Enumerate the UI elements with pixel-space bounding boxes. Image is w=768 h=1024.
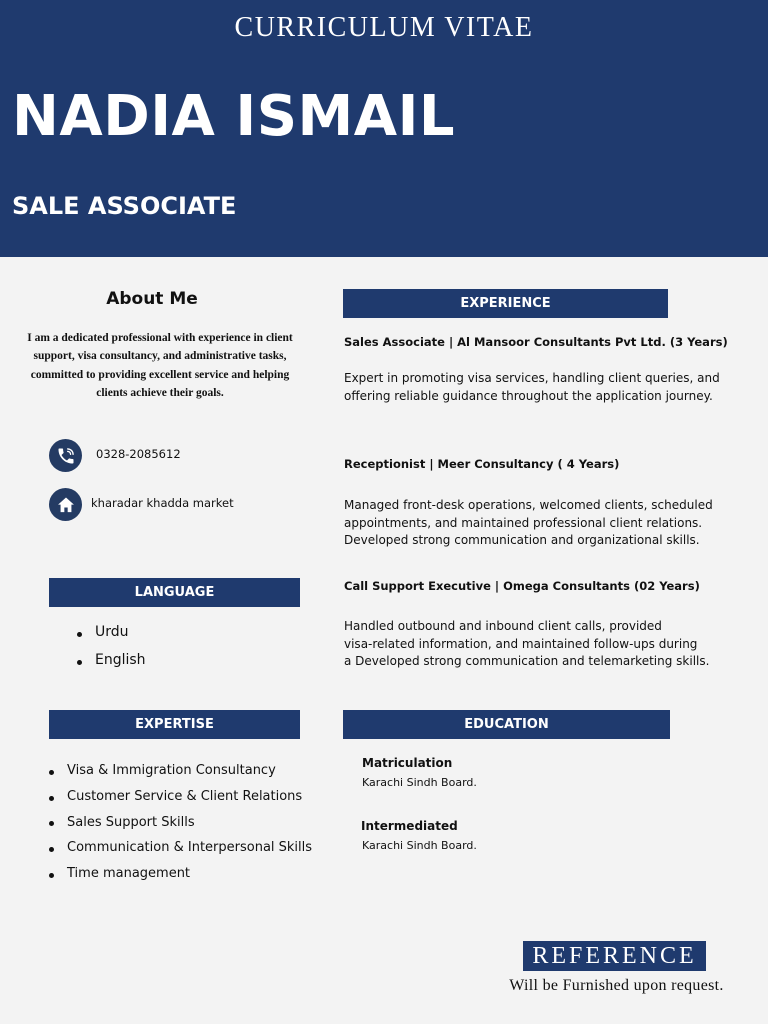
about-text: I am a dedicated professional with experience in client support, visa consultancy, and administrative tasks, committed to providing excellent service and helping clients achieve their goals. (27, 332, 293, 399)
candidate-role: SALE ASSOCIATE (12, 192, 237, 220)
education-board: Karachi Sindh Board. (362, 839, 477, 852)
language-list (75, 620, 146, 676)
list-item: Urdu (75, 620, 146, 648)
header-banner (0, 0, 768, 257)
expertise-heading: EXPERTISE (49, 710, 300, 739)
phone-icon (49, 439, 82, 472)
job-title: Call Support Executive | Omega Consultants (02 Years) (344, 579, 700, 593)
list-item: Customer Service & Client Relations (47, 785, 312, 811)
home-icon (49, 488, 82, 521)
list-item: Time management (47, 862, 312, 888)
phone-number: 0328-2085612 (96, 447, 181, 461)
language-heading: LANGUAGE (49, 578, 300, 607)
list-item: English (75, 648, 146, 676)
expertise-list (47, 759, 312, 888)
list-item: Sales Support Skills (47, 811, 312, 837)
education-title: Matriculation (362, 756, 453, 770)
document-title: CURRICULUM VITAE (234, 12, 534, 43)
job-description: Handled outbound and inbound client calls, provided visa-related information, and maintained follow-ups during a Developed strong communication and telemarketing skills. (344, 619, 710, 669)
list-item: Communication & Interpersonal Skills (47, 836, 312, 862)
job-title: Receptionist | Meer Consultancy ( 4 Years) (344, 457, 620, 471)
about-heading: About Me (106, 289, 198, 309)
education-title: Intermediated (361, 819, 458, 833)
job-title: Sales Associate | Al Mansoor Consultants Pvt Ltd. (3 Years) (344, 335, 728, 349)
reference-heading: REFERENCE (523, 941, 706, 971)
experience-heading: EXPERIENCE (343, 289, 668, 318)
education-board: Karachi Sindh Board. (362, 776, 477, 789)
job-description: Expert in promoting visa services, handling client queries, and offering reliable guidance throughout the application journey. (344, 371, 720, 403)
job-description: Managed front-desk operations, welcomed clients, scheduled appointments, and maintained professional client relations. Developed strong communication and organizational skills. (344, 498, 713, 548)
candidate-name: NADIA ISMAIL (12, 84, 456, 149)
reference-note: Will be Furnished upon request. (509, 977, 724, 994)
address-text: kharadar khadda market (91, 496, 234, 510)
education-heading: EDUCATION (343, 710, 670, 739)
list-item: Visa & Immigration Consultancy (47, 759, 312, 785)
